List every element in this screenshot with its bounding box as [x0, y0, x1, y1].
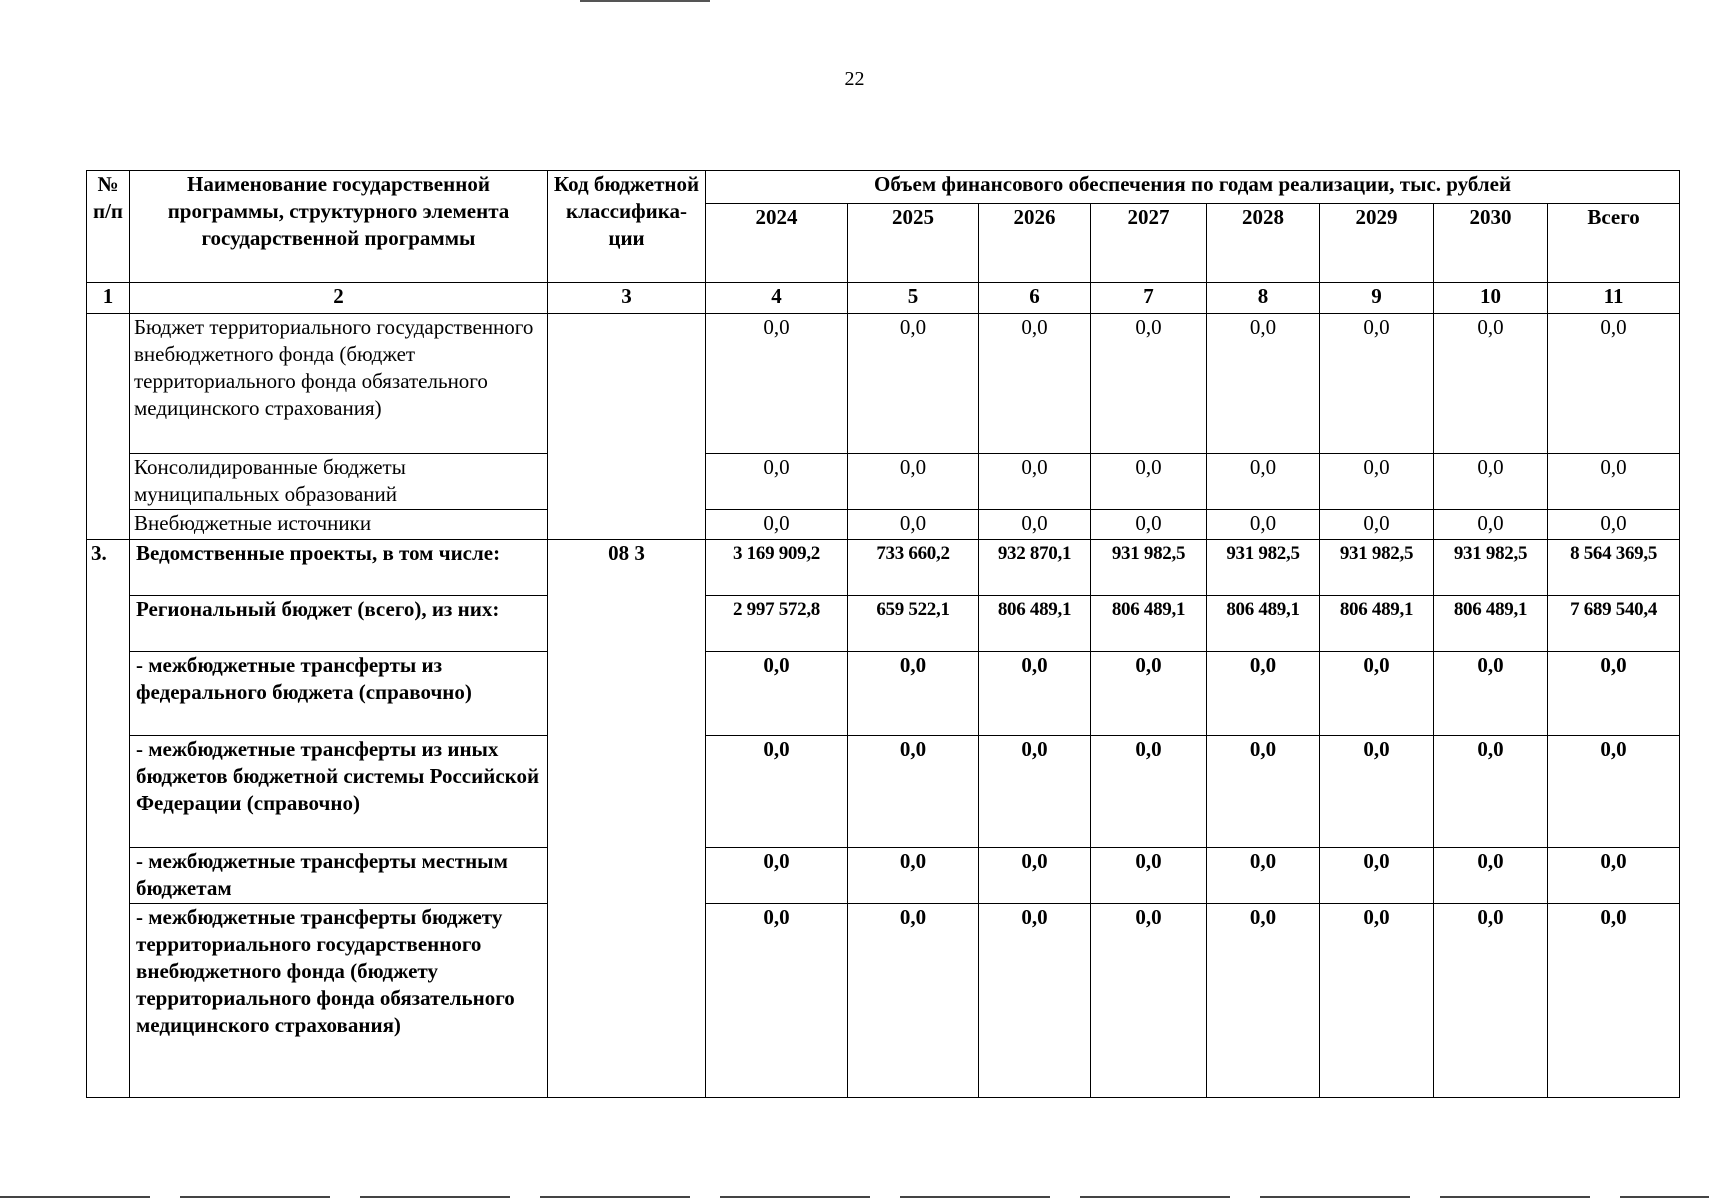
- value-cell: 2 997 572,8: [706, 596, 848, 652]
- header-row-top: [87, 171, 1680, 204]
- column-index: 11: [1548, 283, 1680, 314]
- row-name: Консолидированные бюджеты муниципальных образований: [130, 454, 548, 510]
- value-cell: 0,0: [1320, 314, 1434, 454]
- value-cell: 0,0: [1320, 904, 1434, 1098]
- value-cell: 0,0: [706, 652, 848, 736]
- top-edge-line: [580, 0, 710, 2]
- value-cell: 0,0: [848, 314, 979, 454]
- value-cell: 3 169 909,2: [706, 540, 848, 596]
- column-index: 1: [87, 283, 130, 314]
- bottom-edge-line: [0, 1196, 1709, 1198]
- table-row: [87, 736, 1680, 848]
- value-cell: 0,0: [706, 314, 848, 454]
- value-cell: 931 982,5: [1434, 540, 1548, 596]
- column-index: 7: [1091, 283, 1207, 314]
- value-cell: 0,0: [979, 314, 1091, 454]
- col-header-name: Наименование государственной программы, структурного элемента государственной программы: [130, 171, 548, 283]
- table-row: [87, 510, 1680, 540]
- value-cell: 0,0: [1434, 848, 1548, 904]
- value-cell: 0,0: [1548, 510, 1680, 540]
- value-cell: 931 982,5: [1320, 540, 1434, 596]
- value-cell: 931 982,5: [1207, 540, 1320, 596]
- value-cell: 0,0: [1207, 736, 1320, 848]
- value-cell: 0,0: [1207, 904, 1320, 1098]
- row-name: Ведомственные проекты, в том числе:: [130, 540, 548, 596]
- value-cell: 0,0: [848, 454, 979, 510]
- table-row: [87, 314, 1680, 454]
- value-cell: 0,0: [706, 510, 848, 540]
- value-cell: 0,0: [1207, 510, 1320, 540]
- column-index: 5: [848, 283, 979, 314]
- row-name: - межбюджетные трансферты из федерального бюджета (справочно): [130, 652, 548, 736]
- value-cell: 733 660,2: [848, 540, 979, 596]
- value-cell: 0,0: [1434, 904, 1548, 1098]
- row-code: 08 3: [548, 540, 706, 1098]
- value-cell: 0,0: [848, 652, 979, 736]
- value-cell: 0,0: [848, 510, 979, 540]
- year-header: 2027: [1091, 204, 1207, 283]
- table-row: [87, 454, 1680, 510]
- value-cell: 0,0: [1434, 314, 1548, 454]
- column-index: 4: [706, 283, 848, 314]
- row-number-empty: [87, 314, 130, 540]
- year-header: 2025: [848, 204, 979, 283]
- value-cell: 0,0: [1320, 454, 1434, 510]
- value-cell: 0,0: [706, 904, 848, 1098]
- row-name: Внебюджетные источники: [130, 510, 548, 540]
- year-header: 2030: [1434, 204, 1548, 283]
- value-cell: 0,0: [1207, 454, 1320, 510]
- year-header: 2024: [706, 204, 848, 283]
- value-cell: 0,0: [848, 848, 979, 904]
- value-cell: 0,0: [1548, 652, 1680, 736]
- value-cell: 932 870,1: [979, 540, 1091, 596]
- value-cell: 0,0: [979, 510, 1091, 540]
- value-cell: 659 522,1: [848, 596, 979, 652]
- total-header: Всего: [1548, 204, 1680, 283]
- col-header-volume: Объем финансового обеспечения по годам реализации, тыс. рублей: [706, 171, 1680, 204]
- table-row: [87, 904, 1680, 1098]
- table-row: [87, 596, 1680, 652]
- column-index: 6: [979, 283, 1091, 314]
- year-header: 2026: [979, 204, 1091, 283]
- row-name: - межбюджетные трансферты бюджету территориального государственного внебюджетного фонда (бюджету территориального фонда обязательного медицинского страхования): [130, 904, 548, 1098]
- column-index: 9: [1320, 283, 1434, 314]
- value-cell: 7 689 540,4: [1548, 596, 1680, 652]
- value-cell: 0,0: [848, 904, 979, 1098]
- value-cell: 0,0: [1548, 314, 1680, 454]
- value-cell: 0,0: [1091, 736, 1207, 848]
- col-header-no: № п/п: [87, 171, 130, 283]
- value-cell: 0,0: [1320, 736, 1434, 848]
- value-cell: 0,0: [706, 454, 848, 510]
- value-cell: 0,0: [1091, 314, 1207, 454]
- year-header: 2028: [1207, 204, 1320, 283]
- value-cell: 0,0: [706, 736, 848, 848]
- column-index: 2: [130, 283, 548, 314]
- column-index: 3: [548, 283, 706, 314]
- year-header: 2029: [1320, 204, 1434, 283]
- value-cell: 0,0: [1091, 904, 1207, 1098]
- value-cell: 0,0: [1091, 848, 1207, 904]
- value-cell: 806 489,1: [1434, 596, 1548, 652]
- row-name: - межбюджетные трансферты из иных бюджетов бюджетной системы Российской Федерации (справочно): [130, 736, 548, 848]
- table-row: [87, 848, 1680, 904]
- table-row: [87, 652, 1680, 736]
- value-cell: 0,0: [979, 652, 1091, 736]
- row-code-empty: [548, 314, 706, 540]
- value-cell: 0,0: [1434, 652, 1548, 736]
- value-cell: 0,0: [1091, 454, 1207, 510]
- value-cell: 0,0: [1320, 848, 1434, 904]
- page-number: 22: [844, 68, 865, 90]
- column-index: 10: [1434, 283, 1548, 314]
- value-cell: 0,0: [1091, 652, 1207, 736]
- value-cell: 0,0: [848, 736, 979, 848]
- value-cell: 0,0: [1434, 736, 1548, 848]
- value-cell: 806 489,1: [1207, 596, 1320, 652]
- row-name: Региональный бюджет (всего), из них:: [130, 596, 548, 652]
- value-cell: 0,0: [1207, 848, 1320, 904]
- value-cell: 0,0: [979, 454, 1091, 510]
- value-cell: 0,0: [1320, 510, 1434, 540]
- row-name: - межбюджетные трансферты местным бюджетам: [130, 848, 548, 904]
- value-cell: 0,0: [979, 904, 1091, 1098]
- value-cell: 0,0: [1320, 652, 1434, 736]
- value-cell: 0,0: [1548, 454, 1680, 510]
- value-cell: 0,0: [1548, 848, 1680, 904]
- value-cell: 0,0: [1207, 314, 1320, 454]
- row-number: 3.: [87, 540, 130, 1098]
- value-cell: 931 982,5: [1091, 540, 1207, 596]
- value-cell: 806 489,1: [979, 596, 1091, 652]
- value-cell: 806 489,1: [1320, 596, 1434, 652]
- column-index: 8: [1207, 283, 1320, 314]
- table-row: [87, 540, 1680, 596]
- value-cell: 0,0: [1207, 652, 1320, 736]
- value-cell: 0,0: [1548, 736, 1680, 848]
- value-cell: 0,0: [1434, 510, 1548, 540]
- column-index-row: [87, 283, 1680, 314]
- value-cell: 0,0: [1548, 904, 1680, 1098]
- value-cell: 8 564 369,5: [1548, 540, 1680, 596]
- value-cell: 806 489,1: [1091, 596, 1207, 652]
- budget-table: [86, 170, 1680, 1098]
- col-header-code: Код бюджетной классифика-ции: [548, 171, 706, 283]
- value-cell: 0,0: [1091, 510, 1207, 540]
- value-cell: 0,0: [979, 848, 1091, 904]
- value-cell: 0,0: [706, 848, 848, 904]
- value-cell: 0,0: [1434, 454, 1548, 510]
- row-name: Бюджет территориального государственного внебюджетного фонда (бюджет территориального фонда обязательного медицинского страхования): [130, 314, 548, 454]
- value-cell: 0,0: [979, 736, 1091, 848]
